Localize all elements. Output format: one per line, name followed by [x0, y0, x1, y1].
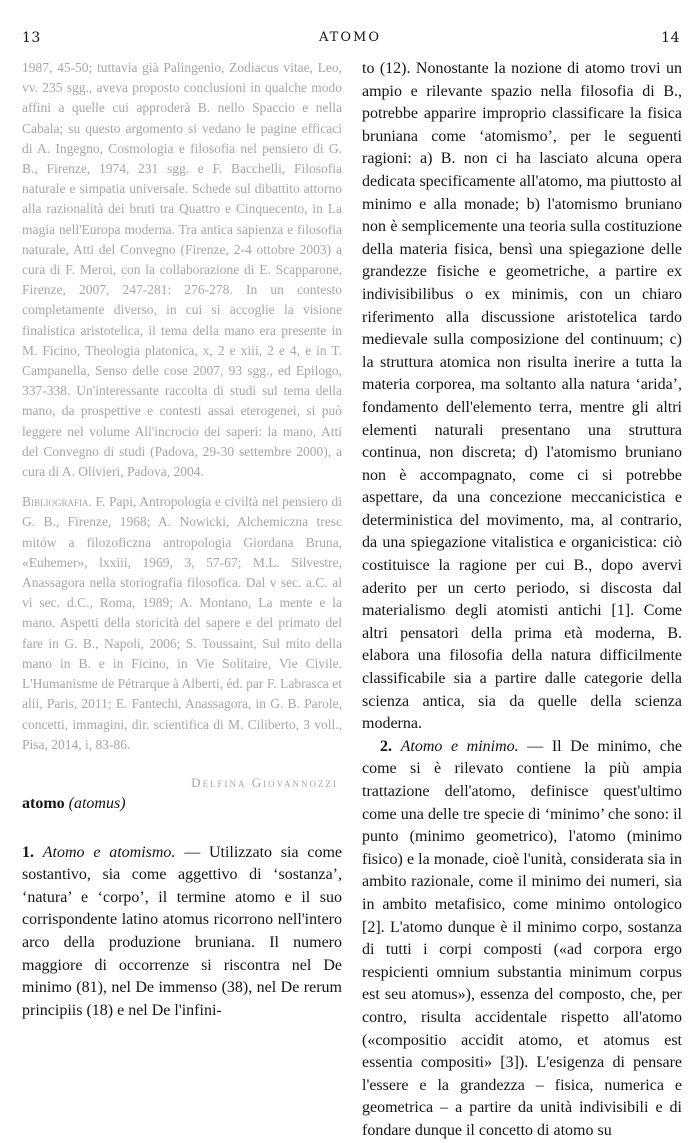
section-1-continued: to (12). Nonostante la nozione di atomo trovi un ampio e rilevante spazio nella filosofia di B., potrebbe apparire improprio classificare la fisica bruniana come ‘atomismo’, per le seguenti ragioni: a) B. non ci ha lasciato alcuna opera dedicata specificamente all'atomo, ma piuttosto al minimo e alla monade; b) l'atomismo bruniano non è semplicemente una teoria sulla costituzione della materia fisica, bensì una spiegazione delle grandezze fisiche e geometriche, a partire ex indivisibilibus o ex minimis, con un chiaro riferimento alla discussione aristotelica tardo medievale sulla composizione del continuum; c) la struttura atomica non risulta inerire a tutta la materia corporea, ma soltanto alla natura ‘arida’, fondamento dell'elemento terra, mentre gli altri elementi naturali presentano una struttura continua, non discreta; d) l'atomismo bruniano non è accompagnato, come ci si potrebbe aspettare, da una concezione meccanicistica e deterministica del movimento, ma, al contrario, da una spiegazione vitalistica e organicistica: ciò costituisce la ragione per cui B., dopo avervi aderito per un certo periodo, si discosta dal materialismo degli atomisti antichi [1]. Come altri pensatori della prima età moderna, B. elabora una filosofia della natura difficilmente classificabile sia a partire dalle categorie della scienza antica, sia da quelle della scienza moderna. — [362, 60, 682, 733]
page-number-right: 14 — [661, 30, 680, 46]
bibliography-text: F. Papi, Antropologia e civiltà nel pensiero di G. B., Firenze, 1968; A. Nowicki, Alchemiczna tresc mitów a filozoficzna antropologia Giordana Bruna, «Euhemer», lxxiii, 1969, 3, 57-67; M.L. Silvestre, Anassagora nella storiografia filosofica. Dal v sec. a.C. al vi sec. d.C., Roma, 1989; A. Montano, La mente e la mano. Aspetti della storicità del sapere e del primato del fare in G. B., Napoli, 2006; S. Toussaint, Sul mito della mano in B. e in Ficino, in Vie Solitaire, Vie Civile. L'Humanisme de Pétrarque à Alberti, éd. par F. Labrasca et alii, Paris, 2011; E. Fantechi, Anassagora, in G. B. Parole, concetti, immagini, dir. scientifica di M. Ciliberto, 3 voll., Pisa, 2014, i, 83-86. — [22, 494, 342, 752]
running-head: ATOMO — [319, 30, 381, 45]
entry-word: atomo — [22, 795, 65, 813]
section-1 — [22, 842, 342, 1023]
right-column — [362, 58, 682, 1143]
bibliography — [22, 492, 342, 755]
page-number-left: 13 — [22, 30, 41, 46]
previous-entry-notes: 1987, 45-50; tuttavia già Palingenio, Zodiacus vitae, Leo, vv. 235 sgg., aveva proposto conclusioni in qualche modo affini a quelle cui approderà B. nello Spaccio e nella Cabala; su questo argomento si vedano le pagine efficaci di A. Ingegno, Cosmologia e filosofia nel pensiero di G. B., Firenze, 1974, 231 sgg. e F. Bacchelli, Filosofia naturale e simpatia universale. Schede sul dibattito attorno alla razionalità dei bruti tra Quattro e Cinquecento, in La magia nell'Europa moderna. Tra antica sapienza e filosofia naturale, Atti del Convegno (Firenze, 2-4 ottobre 2003) a cura di F. Meroi, con la collaborazione di E. Scapparone, Firenze, 2007, 247-281: 276-278. In un contesto completamente diverso, in cui si accoglie la visione finalistica aristotelica, il tema della mano era presente in M. Ficino, Theologia platonica, x, 2 e xiii, 2 e 4, e in T. Campanella, Senso delle cose 2007, 93 sgg., ed Epilogo, 337-338. Un'interessante raccolta di studi sul tema della mano, da prospettive e contesti assai eterogenei, si può leggere nel volume All'incrocio dei saperi: la mano, Atti del Convegno di studi (Padova, 29-30 settembre 2000), a cura di A. Olivieri, Padova, 2004. — [22, 60, 342, 480]
section-1-number: 1. — [22, 843, 34, 861]
section-2-title: Atomo e minimo. — [400, 737, 519, 755]
entry-latin: (atomus) — [68, 795, 126, 813]
section-2-text: — Il De minimo, che come si è rilevato contiene la più ampia trattazione dell'atomo, definisce quest'ultimo come una delle tre specie di ‘minimo’ che sono: il punto (minimo geometrico), l'atomo (minimo fisico) e la monade, cioè l'unità, considerata sia in ambito razionale, come il minimo dei numeri, sia in ambito metafisico, come minimo ontologico [2]. L'atomo dunque è il minimo corpo, sostanza di tutti i corpi composti («ad corpora ergo respicienti omnium substantia minimum corpus est seu atomus»), essenza del composto, che, per contro, risulta accidentale rispetto all'atomo («compositio accidit atomo, et atomus est essentia compositi» [3]). L'esigenza di pensare l'essere e la grandezza – fisica, numerica e geometrica – a partire da unità indivisibili e di fondare dunque il concetto di atomo su — [362, 737, 683, 1139]
section-1-title: Atomo e atomismo. — [42, 843, 176, 861]
author-signature: Delfina Giovannozzi — [191, 774, 338, 790]
section-1-text: — Utilizzato sia come sostantivo, sia come aggettivo di ‘sostanza’, ‘natura’ e ‘corpo’, il termine atomo e il suo corrispondente latino atomus ricorrono nell'intero arco della produzione bruniana. Il numero maggiore di occorrenze si riscontra nel De minimo (81), nel De immenso (38), nel De rerum principiis (18) e nel De l'infini- — [22, 843, 343, 1019]
section-2-number: 2. — [380, 737, 392, 755]
entry-heading — [22, 793, 342, 816]
previous-entry — [22, 58, 342, 793]
bibliography-label: Bibliografia. — [22, 494, 92, 510]
left-column — [22, 58, 342, 1022]
section-2 — [362, 736, 682, 1143]
